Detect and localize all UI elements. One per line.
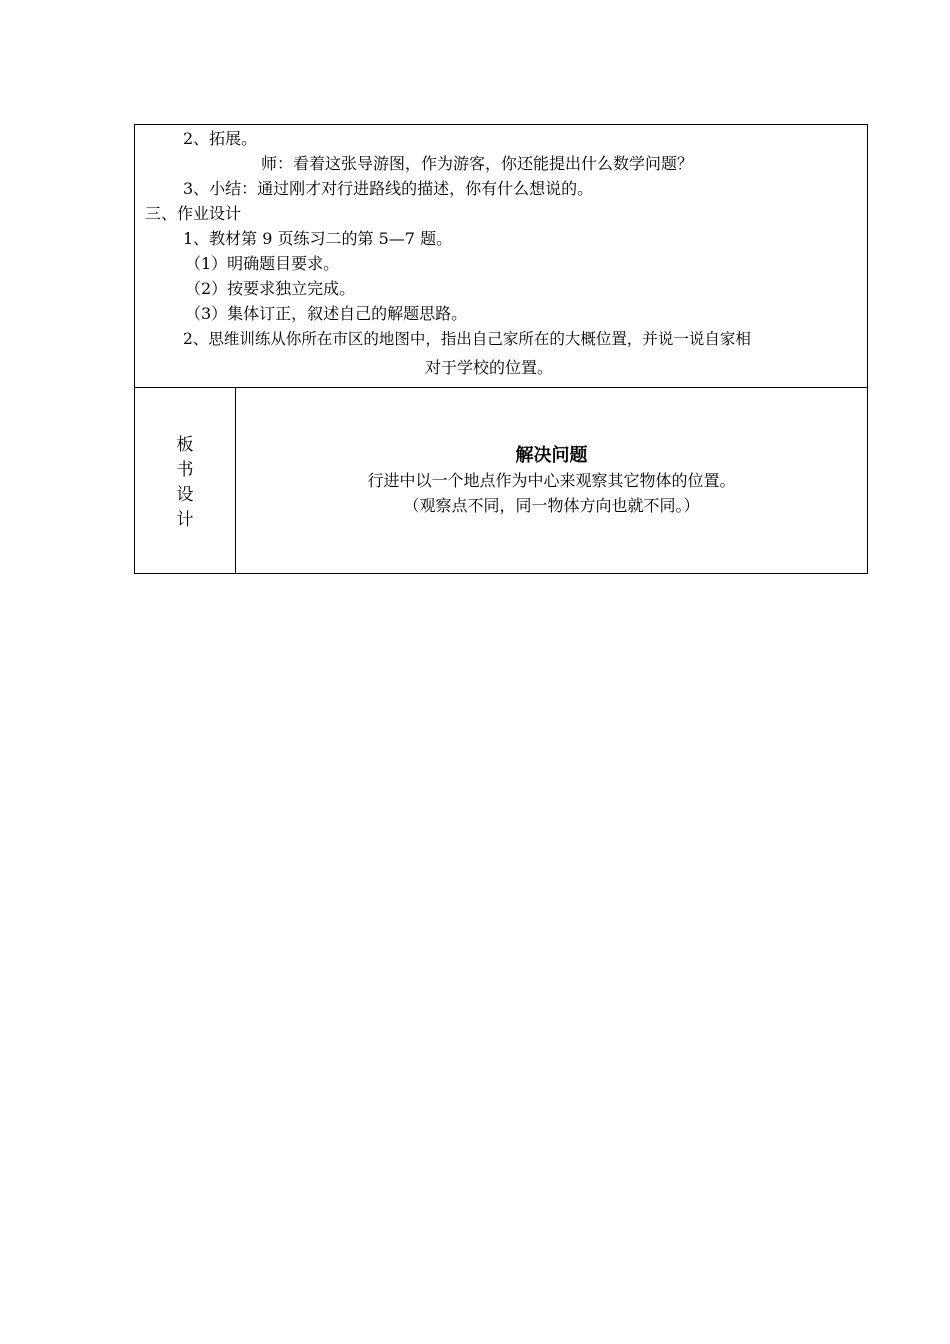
homework-item-2: 2、思维训练从你所在市区的地图中，指出自己家所在的大概位置，并说一说自家相 <box>183 330 751 348</box>
homework-step-1: （1）明确题目要求。 <box>185 254 340 273</box>
board-design-row <box>135 388 867 573</box>
board-title: 解决问题 <box>515 445 588 466</box>
activity-cell <box>135 125 867 388</box>
summary-line: 3、小结：通过刚才对行进路线的描述，你有什么想说的。 <box>183 179 594 198</box>
homework-heading: 三、作业设计 <box>145 204 242 223</box>
board-design-content <box>236 388 867 573</box>
homework-item-2-continued: 对于学校的位置。 <box>425 358 554 377</box>
teacher-question: 师：看着这张导游图，作为游客，你还能提出什么数学问题？ <box>261 154 694 173</box>
label-char: 设 <box>176 485 194 505</box>
board-line: 行进中以一个地点作为中心来观察其它物体的位置。 <box>367 471 736 490</box>
homework-item-1: 1、教材第 9 页练习二的第 5—7 题。 <box>183 229 453 248</box>
extension-heading: 2、拓展。 <box>183 129 258 148</box>
board-design-label <box>135 388 236 573</box>
label-char: 板 <box>176 435 194 455</box>
label-char: 计 <box>176 510 194 530</box>
lesson-plan-table <box>134 124 868 574</box>
board-line: （观察点不同，同一物体方向也就不同。） <box>403 496 700 515</box>
homework-step-3: （3）集体订正，叙述自己的解题思路。 <box>185 304 468 323</box>
label-char: 书 <box>176 460 194 480</box>
homework-step-2: （2）按要求独立完成。 <box>185 279 356 298</box>
